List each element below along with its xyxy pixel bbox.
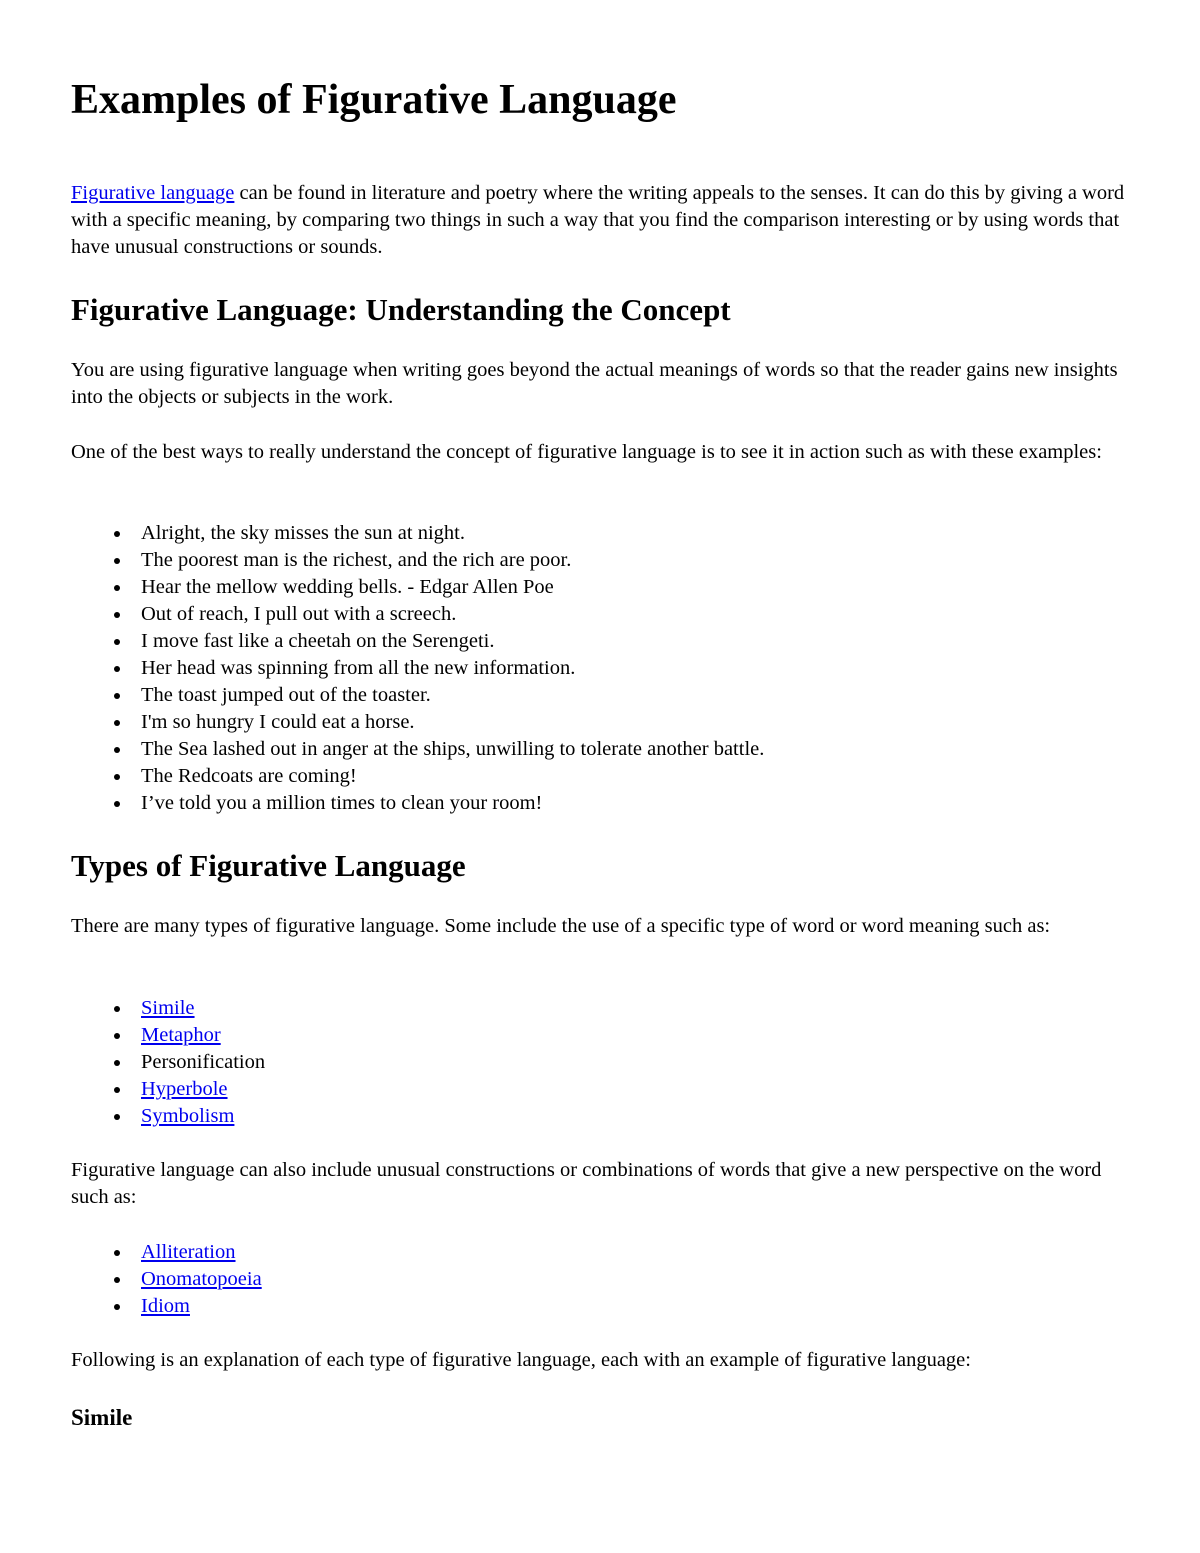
simile-link[interactable]: Simile (141, 997, 195, 1019)
intro-text: can be found in literature and poetry where the writing appeals to the senses. It can do this by giving a word with a specific meaning, by comparing two things in such a way that you find the comparison interesting or by using words that have unusual constructions or sounds. (71, 182, 1125, 258)
hyperbole-link[interactable]: Hyperbole (141, 1078, 228, 1100)
list-item: Hear the mellow wedding bells. - Edgar Allen Poe (71, 574, 764, 601)
bullet-icon (114, 558, 120, 564)
list-item: Out of reach, I pull out with a screech. (71, 601, 764, 628)
idiom-link[interactable]: Idiom (141, 1295, 190, 1317)
list-item: The poorest man is the richest, and the rich are poor. (71, 547, 764, 574)
metaphor-link[interactable]: Metaphor (141, 1024, 221, 1046)
alliteration-link[interactable]: Alliteration (141, 1241, 236, 1263)
constructions-list (71, 1239, 262, 1320)
types-list (71, 995, 265, 1130)
list-item (71, 1076, 265, 1103)
bullet-icon (114, 1033, 120, 1039)
list-item: Alright, the sky misses the sun at night. (71, 520, 764, 547)
constructions-paragraph: Figurative language can also include unusual constructions or combinations of words that give a new perspective on the word such as: (71, 1159, 1102, 1208)
list-item: The Sea lashed out in anger at the ships, unwilling to tolerate another battle. (71, 736, 764, 763)
list-item: I move fast like a cheetah on the Serengeti. (71, 628, 764, 655)
bullet-icon (114, 1006, 120, 1012)
list-item (71, 1293, 262, 1320)
bullet-icon (114, 1087, 120, 1093)
list-item (71, 995, 265, 1022)
bullet-icon (114, 1250, 120, 1256)
list-item (71, 1239, 262, 1266)
list-item: I'm so hungry I could eat a horse. (71, 709, 764, 736)
list-item: The Redcoats are coming! (71, 763, 764, 790)
bullet-icon (114, 612, 120, 618)
list-item (71, 1022, 265, 1049)
section-heading-types: Types of Figurative Language (71, 848, 466, 883)
figurative-language-link[interactable]: Figurative language (71, 182, 235, 204)
bullet-icon (114, 1060, 120, 1066)
bullet-icon (114, 639, 120, 645)
concept-paragraph-1: You are using figurative language when writing goes beyond the actual meanings of words so that the reader gains new insights into the objects or subjects in the work. (71, 359, 1118, 408)
bullet-icon (114, 666, 120, 672)
bullet-icon (114, 774, 120, 780)
list-item (71, 1103, 265, 1130)
bullet-icon (114, 585, 120, 591)
page-title: Examples of Figurative Language (71, 77, 677, 123)
examples-list (71, 520, 764, 817)
bullet-icon (114, 747, 120, 753)
list-item (71, 1266, 262, 1293)
bullet-icon (114, 720, 120, 726)
intro-paragraph (71, 180, 1126, 261)
types-paragraph: There are many types of figurative language. Some include the use of a specific type of word or word meaning such as: (71, 915, 1051, 937)
symbolism-link[interactable]: Symbolism (141, 1105, 235, 1127)
bullet-icon (114, 1114, 120, 1120)
bullet-icon (114, 1304, 120, 1310)
list-item: Her head was spinning from all the new information. (71, 655, 764, 682)
subheading-simile: Simile (71, 1405, 133, 1430)
explanation-paragraph: Following is an explanation of each type of figurative language, each with an example of figurative language: (71, 1349, 971, 1371)
bullet-icon (114, 693, 120, 699)
bullet-icon (114, 1277, 120, 1283)
list-item (71, 1049, 265, 1076)
personification-text: Personification (141, 1051, 266, 1073)
section-heading-concept: Figurative Language: Understanding the Concept (71, 292, 731, 327)
bullet-icon (114, 801, 120, 807)
onomatopoeia-link[interactable]: Onomatopoeia (141, 1268, 262, 1290)
bullet-icon (114, 531, 120, 537)
list-item: The toast jumped out of the toaster. (71, 682, 764, 709)
concept-paragraph-2: One of the best ways to really understand the concept of figurative language is to see it in action such as with these examples: (71, 441, 1102, 463)
list-item: I’ve told you a million times to clean your room! (71, 790, 764, 817)
